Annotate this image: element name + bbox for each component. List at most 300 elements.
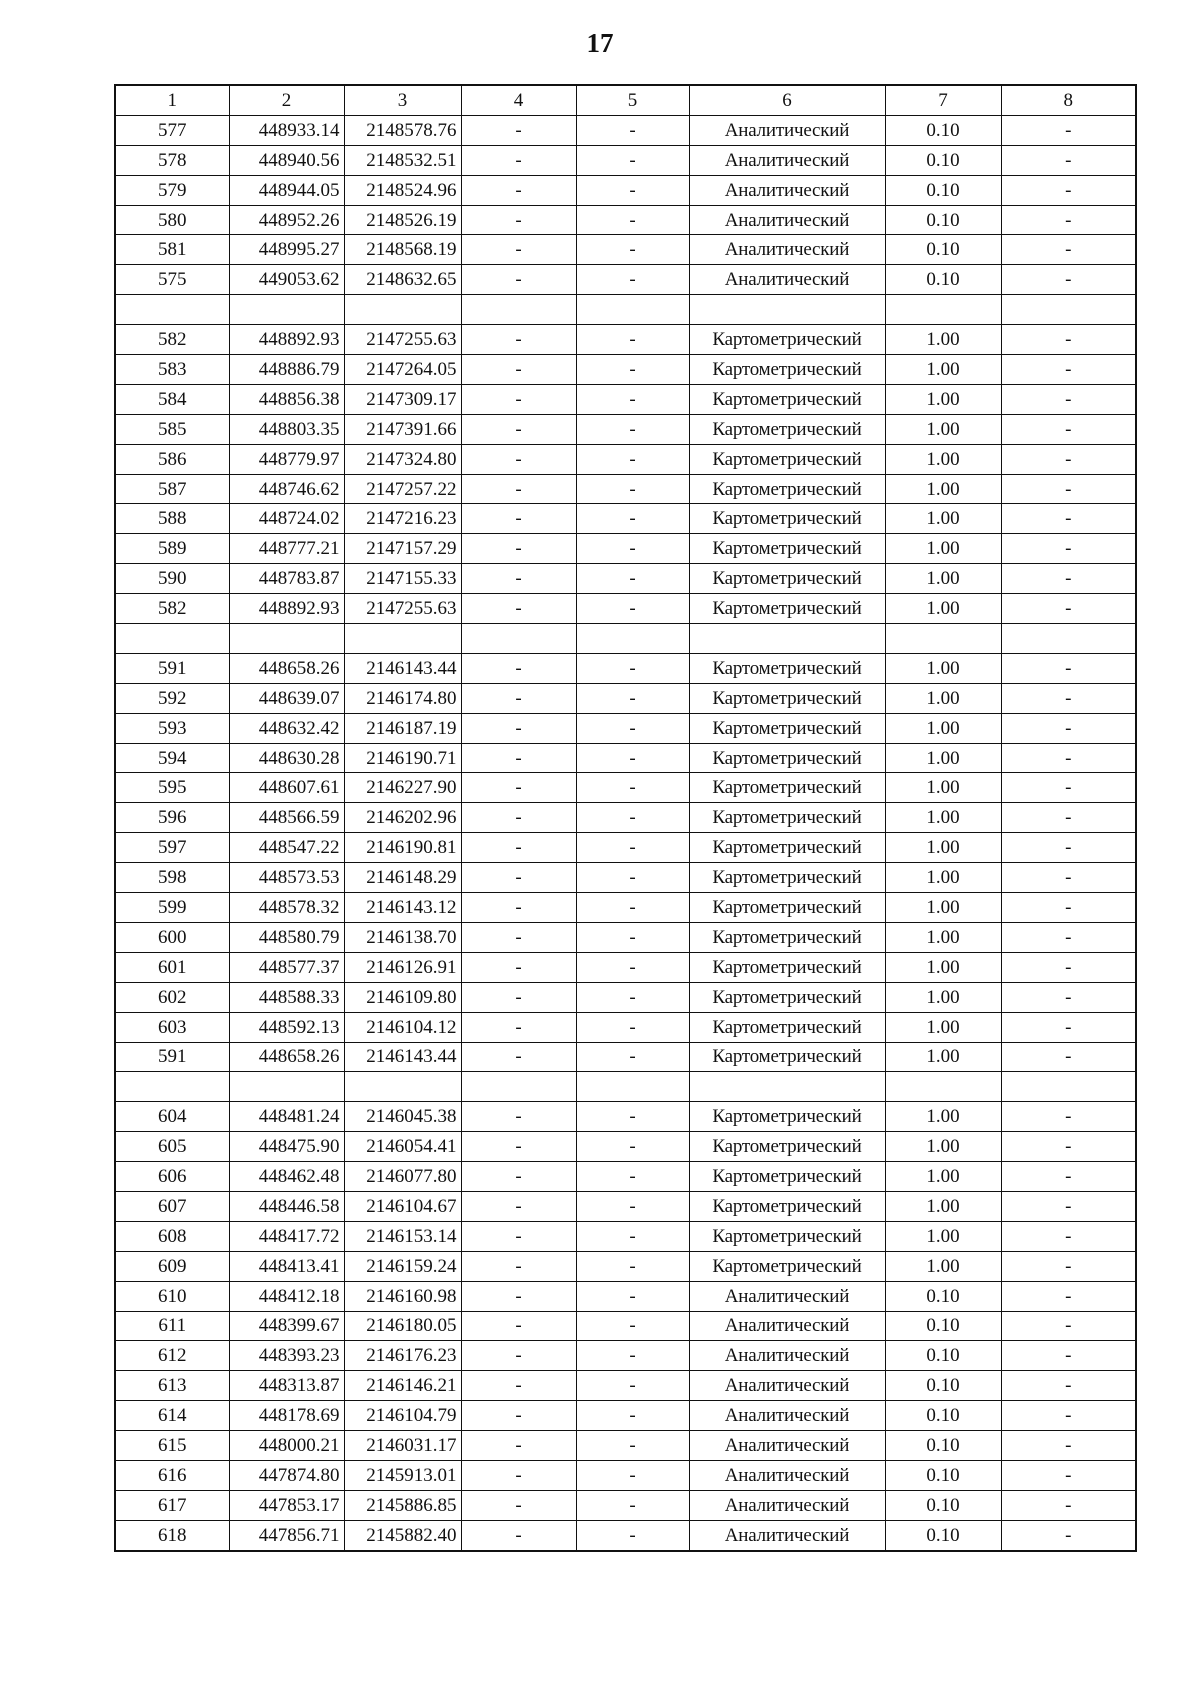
col8-cell: - bbox=[1001, 1311, 1136, 1341]
col8-cell: - bbox=[1001, 653, 1136, 683]
col5-cell: - bbox=[576, 384, 689, 414]
col8-cell: - bbox=[1001, 534, 1136, 564]
y-coordinate-cell: 2146143.12 bbox=[344, 893, 461, 923]
col4-cell: - bbox=[461, 325, 576, 355]
x-coordinate-cell: 448566.59 bbox=[229, 803, 344, 833]
y-coordinate-cell: 2148524.96 bbox=[344, 175, 461, 205]
method-cell: Картометрический bbox=[689, 414, 885, 444]
point-number-cell: 600 bbox=[115, 922, 229, 952]
col5-cell: - bbox=[576, 893, 689, 923]
col4-cell: - bbox=[461, 1311, 576, 1341]
method-cell: Аналитический bbox=[689, 1520, 885, 1550]
method-cell: Аналитический bbox=[689, 1281, 885, 1311]
col4-cell: - bbox=[461, 922, 576, 952]
col5-cell: - bbox=[576, 355, 689, 385]
method-cell: Картометрический bbox=[689, 1132, 885, 1162]
accuracy-cell: 1.00 bbox=[885, 653, 1001, 683]
method-cell: Картометрический bbox=[689, 653, 885, 683]
table-row bbox=[115, 1191, 1136, 1221]
col8-cell: - bbox=[1001, 115, 1136, 145]
col8-cell: - bbox=[1001, 922, 1136, 952]
col8-cell bbox=[1001, 295, 1136, 325]
col4-cell: - bbox=[461, 1341, 576, 1371]
y-coordinate-cell: 2146031.17 bbox=[344, 1431, 461, 1461]
col4-cell: - bbox=[461, 1102, 576, 1132]
page-number: 17 bbox=[586, 28, 614, 58]
table-row bbox=[115, 1132, 1136, 1162]
accuracy-cell: 1.00 bbox=[885, 444, 1001, 474]
accuracy-cell: 1.00 bbox=[885, 1132, 1001, 1162]
y-coordinate-cell: 2147155.33 bbox=[344, 564, 461, 594]
y-coordinate-cell: 2146160.98 bbox=[344, 1281, 461, 1311]
col5-cell: - bbox=[576, 205, 689, 235]
y-coordinate-cell: 2147391.66 bbox=[344, 414, 461, 444]
col4-cell: - bbox=[461, 175, 576, 205]
col5-cell: - bbox=[576, 564, 689, 594]
accuracy-cell: 1.00 bbox=[885, 833, 1001, 863]
col4-cell: - bbox=[461, 1431, 576, 1461]
col8-cell: - bbox=[1001, 773, 1136, 803]
header-row bbox=[115, 85, 1136, 115]
method-cell bbox=[689, 624, 885, 654]
column-header: 7 bbox=[885, 85, 1001, 115]
accuracy-cell: 1.00 bbox=[885, 564, 1001, 594]
col8-cell: - bbox=[1001, 833, 1136, 863]
col8-cell: - bbox=[1001, 683, 1136, 713]
col5-cell: - bbox=[576, 1042, 689, 1072]
x-coordinate-cell: 447853.17 bbox=[229, 1490, 344, 1520]
x-coordinate-cell: 448462.48 bbox=[229, 1162, 344, 1192]
x-coordinate-cell: 448724.02 bbox=[229, 504, 344, 534]
y-coordinate-cell: 2146054.41 bbox=[344, 1132, 461, 1162]
x-coordinate-cell bbox=[229, 295, 344, 325]
table-header bbox=[115, 85, 1136, 115]
method-cell: Картометрический bbox=[689, 922, 885, 952]
x-coordinate-cell: 448783.87 bbox=[229, 564, 344, 594]
col8-cell: - bbox=[1001, 325, 1136, 355]
table-row bbox=[115, 1371, 1136, 1401]
col4-cell: - bbox=[461, 653, 576, 683]
col5-cell: - bbox=[576, 1251, 689, 1281]
y-coordinate-cell: 2146109.80 bbox=[344, 982, 461, 1012]
method-cell: Аналитический bbox=[689, 205, 885, 235]
column-header: 5 bbox=[576, 85, 689, 115]
x-coordinate-cell: 448658.26 bbox=[229, 1042, 344, 1072]
method-cell: Картометрический bbox=[689, 534, 885, 564]
col5-cell: - bbox=[576, 444, 689, 474]
accuracy-cell: 0.10 bbox=[885, 115, 1001, 145]
table-row bbox=[115, 1490, 1136, 1520]
point-number-cell: 590 bbox=[115, 564, 229, 594]
point-number-cell: 594 bbox=[115, 743, 229, 773]
column-header: 3 bbox=[344, 85, 461, 115]
accuracy-cell: 0.10 bbox=[885, 175, 1001, 205]
method-cell: Картометрический bbox=[689, 863, 885, 893]
y-coordinate-cell: 2148578.76 bbox=[344, 115, 461, 145]
col4-cell: - bbox=[461, 1251, 576, 1281]
col4-cell: - bbox=[461, 235, 576, 265]
point-number-cell: 579 bbox=[115, 175, 229, 205]
accuracy-cell: 1.00 bbox=[885, 1162, 1001, 1192]
point-number-cell: 591 bbox=[115, 1042, 229, 1072]
col8-cell: - bbox=[1001, 1490, 1136, 1520]
point-number-cell: 617 bbox=[115, 1490, 229, 1520]
col4-cell: - bbox=[461, 952, 576, 982]
y-coordinate-cell: 2146227.90 bbox=[344, 773, 461, 803]
point-number-cell: 598 bbox=[115, 863, 229, 893]
col5-cell: - bbox=[576, 1490, 689, 1520]
x-coordinate-cell bbox=[229, 1072, 344, 1102]
table-row bbox=[115, 1341, 1136, 1371]
accuracy-cell: 1.00 bbox=[885, 773, 1001, 803]
col8-cell: - bbox=[1001, 414, 1136, 444]
table-row bbox=[115, 1102, 1136, 1132]
y-coordinate-cell: 2147157.29 bbox=[344, 534, 461, 564]
col4-cell: - bbox=[461, 1371, 576, 1401]
table-row bbox=[115, 564, 1136, 594]
col5-cell: - bbox=[576, 1102, 689, 1132]
x-coordinate-cell: 448578.32 bbox=[229, 893, 344, 923]
col5-cell: - bbox=[576, 414, 689, 444]
col5-cell: - bbox=[576, 235, 689, 265]
accuracy-cell: 0.10 bbox=[885, 1520, 1001, 1550]
col8-cell: - bbox=[1001, 235, 1136, 265]
point-number-cell: 604 bbox=[115, 1102, 229, 1132]
point-number-cell: 612 bbox=[115, 1341, 229, 1371]
x-coordinate-cell: 448658.26 bbox=[229, 653, 344, 683]
col8-cell: - bbox=[1001, 355, 1136, 385]
y-coordinate-cell: 2146104.79 bbox=[344, 1401, 461, 1431]
y-coordinate-cell: 2146138.70 bbox=[344, 922, 461, 952]
col8-cell: - bbox=[1001, 1520, 1136, 1550]
method-cell: Аналитический bbox=[689, 1460, 885, 1490]
accuracy-cell: 1.00 bbox=[885, 325, 1001, 355]
method-cell: Аналитический bbox=[689, 1311, 885, 1341]
point-number-cell: 588 bbox=[115, 504, 229, 534]
point-number-cell: 580 bbox=[115, 205, 229, 235]
table-row bbox=[115, 863, 1136, 893]
col4-cell: - bbox=[461, 265, 576, 295]
table-row bbox=[115, 175, 1136, 205]
point-number-cell: 575 bbox=[115, 265, 229, 295]
method-cell: Картометрический bbox=[689, 355, 885, 385]
y-coordinate-cell: 2146148.29 bbox=[344, 863, 461, 893]
col8-cell: - bbox=[1001, 1191, 1136, 1221]
col4-cell: - bbox=[461, 504, 576, 534]
table-row bbox=[115, 1012, 1136, 1042]
method-cell: Картометрический bbox=[689, 1012, 885, 1042]
col5-cell: - bbox=[576, 1132, 689, 1162]
point-number-cell bbox=[115, 624, 229, 654]
accuracy-cell: 0.10 bbox=[885, 1431, 1001, 1461]
y-coordinate-cell: 2146077.80 bbox=[344, 1162, 461, 1192]
col5-cell: - bbox=[576, 1012, 689, 1042]
point-number-cell: 589 bbox=[115, 534, 229, 564]
accuracy-cell bbox=[885, 624, 1001, 654]
accuracy-cell: 1.00 bbox=[885, 922, 1001, 952]
table-row bbox=[115, 145, 1136, 175]
table-row bbox=[115, 1042, 1136, 1072]
accuracy-cell: 1.00 bbox=[885, 1251, 1001, 1281]
x-coordinate-cell: 448000.21 bbox=[229, 1431, 344, 1461]
table-row bbox=[115, 893, 1136, 923]
point-number-cell: 606 bbox=[115, 1162, 229, 1192]
accuracy-cell: 1.00 bbox=[885, 683, 1001, 713]
point-number-cell: 602 bbox=[115, 982, 229, 1012]
x-coordinate-cell: 448779.97 bbox=[229, 444, 344, 474]
method-cell: Картометрический bbox=[689, 594, 885, 624]
accuracy-cell: 0.10 bbox=[885, 265, 1001, 295]
x-coordinate-cell: 448952.26 bbox=[229, 205, 344, 235]
x-coordinate-cell: 448577.37 bbox=[229, 952, 344, 982]
accuracy-cell: 1.00 bbox=[885, 355, 1001, 385]
x-coordinate-cell: 448580.79 bbox=[229, 922, 344, 952]
col5-cell: - bbox=[576, 952, 689, 982]
y-coordinate-cell: 2145913.01 bbox=[344, 1460, 461, 1490]
col4-cell: - bbox=[461, 683, 576, 713]
col5-cell: - bbox=[576, 982, 689, 1012]
x-coordinate-cell: 448944.05 bbox=[229, 175, 344, 205]
col8-cell: - bbox=[1001, 1162, 1136, 1192]
method-cell: Картометрический bbox=[689, 1221, 885, 1251]
col8-cell: - bbox=[1001, 743, 1136, 773]
col4-cell: - bbox=[461, 1042, 576, 1072]
x-coordinate-cell: 448481.24 bbox=[229, 1102, 344, 1132]
table-row bbox=[115, 205, 1136, 235]
point-number-cell: 613 bbox=[115, 1371, 229, 1401]
point-number-cell: 599 bbox=[115, 893, 229, 923]
method-cell: Аналитический bbox=[689, 1490, 885, 1520]
method-cell: Аналитический bbox=[689, 1431, 885, 1461]
col8-cell: - bbox=[1001, 504, 1136, 534]
method-cell: Аналитический bbox=[689, 115, 885, 145]
column-header: 4 bbox=[461, 85, 576, 115]
accuracy-cell: 1.00 bbox=[885, 414, 1001, 444]
y-coordinate-cell bbox=[344, 624, 461, 654]
y-coordinate-cell bbox=[344, 295, 461, 325]
table-row bbox=[115, 1431, 1136, 1461]
col4-cell: - bbox=[461, 534, 576, 564]
point-number-cell: 577 bbox=[115, 115, 229, 145]
col5-cell: - bbox=[576, 1311, 689, 1341]
col8-cell: - bbox=[1001, 1012, 1136, 1042]
accuracy-cell bbox=[885, 1072, 1001, 1102]
point-number-cell: 587 bbox=[115, 474, 229, 504]
col4-cell: - bbox=[461, 1162, 576, 1192]
method-cell: Аналитический bbox=[689, 1401, 885, 1431]
y-coordinate-cell: 2146104.12 bbox=[344, 1012, 461, 1042]
accuracy-cell bbox=[885, 295, 1001, 325]
table-row bbox=[115, 653, 1136, 683]
accuracy-cell: 0.10 bbox=[885, 145, 1001, 175]
x-coordinate-cell: 448399.67 bbox=[229, 1311, 344, 1341]
col8-cell bbox=[1001, 1072, 1136, 1102]
method-cell: Картометрический bbox=[689, 1102, 885, 1132]
table-row bbox=[115, 235, 1136, 265]
y-coordinate-cell: 2146176.23 bbox=[344, 1341, 461, 1371]
col5-cell: - bbox=[576, 1401, 689, 1431]
x-coordinate-cell: 448639.07 bbox=[229, 683, 344, 713]
method-cell: Картометрический bbox=[689, 713, 885, 743]
method-cell: Картометрический bbox=[689, 564, 885, 594]
col4-cell: - bbox=[461, 982, 576, 1012]
method-cell bbox=[689, 295, 885, 325]
col4-cell: - bbox=[461, 863, 576, 893]
x-coordinate-cell: 447856.71 bbox=[229, 1520, 344, 1550]
col4-cell: - bbox=[461, 1221, 576, 1251]
method-cell: Картометрический bbox=[689, 384, 885, 414]
col5-cell: - bbox=[576, 683, 689, 713]
col4-cell: - bbox=[461, 564, 576, 594]
col5-cell: - bbox=[576, 863, 689, 893]
col4-cell: - bbox=[461, 1520, 576, 1550]
y-coordinate-cell: 2147324.80 bbox=[344, 444, 461, 474]
accuracy-cell: 1.00 bbox=[885, 863, 1001, 893]
accuracy-cell: 1.00 bbox=[885, 384, 1001, 414]
col5-cell: - bbox=[576, 1371, 689, 1401]
col4-cell: - bbox=[461, 594, 576, 624]
method-cell: Аналитический bbox=[689, 235, 885, 265]
col8-cell: - bbox=[1001, 1431, 1136, 1461]
table-row bbox=[115, 743, 1136, 773]
table-row bbox=[115, 265, 1136, 295]
point-number-cell: 610 bbox=[115, 1281, 229, 1311]
col4-cell: - bbox=[461, 773, 576, 803]
col5-cell: - bbox=[576, 534, 689, 564]
y-coordinate-cell: 2147255.63 bbox=[344, 594, 461, 624]
accuracy-cell: 1.00 bbox=[885, 594, 1001, 624]
method-cell: Картометрический bbox=[689, 803, 885, 833]
point-number-cell: 592 bbox=[115, 683, 229, 713]
x-coordinate-cell: 448995.27 bbox=[229, 235, 344, 265]
col4-cell: - bbox=[461, 444, 576, 474]
column-header: 6 bbox=[689, 85, 885, 115]
y-coordinate-cell: 2146180.05 bbox=[344, 1311, 461, 1341]
y-coordinate-cell: 2146153.14 bbox=[344, 1221, 461, 1251]
point-number-cell: 608 bbox=[115, 1221, 229, 1251]
point-number-cell: 611 bbox=[115, 1311, 229, 1341]
col8-cell: - bbox=[1001, 594, 1136, 624]
y-coordinate-cell: 2147264.05 bbox=[344, 355, 461, 385]
method-cell: Картометрический bbox=[689, 982, 885, 1012]
table-row bbox=[115, 325, 1136, 355]
col5-cell: - bbox=[576, 325, 689, 355]
x-coordinate-cell: 448475.90 bbox=[229, 1132, 344, 1162]
table-row bbox=[115, 833, 1136, 863]
col4-cell bbox=[461, 1072, 576, 1102]
y-coordinate-cell: 2146190.81 bbox=[344, 833, 461, 863]
x-coordinate-cell: 448630.28 bbox=[229, 743, 344, 773]
col5-cell: - bbox=[576, 115, 689, 145]
accuracy-cell: 0.10 bbox=[885, 1401, 1001, 1431]
point-number-cell: 578 bbox=[115, 145, 229, 175]
col5-cell: - bbox=[576, 833, 689, 863]
y-coordinate-cell: 2145886.85 bbox=[344, 1490, 461, 1520]
method-cell: Картометрический bbox=[689, 504, 885, 534]
col4-cell: - bbox=[461, 713, 576, 743]
y-coordinate-cell: 2146104.67 bbox=[344, 1191, 461, 1221]
table-row bbox=[115, 355, 1136, 385]
method-cell: Картометрический bbox=[689, 1251, 885, 1281]
y-coordinate-cell: 2146146.21 bbox=[344, 1371, 461, 1401]
y-coordinate-cell: 2146202.96 bbox=[344, 803, 461, 833]
x-coordinate-cell: 448547.22 bbox=[229, 833, 344, 863]
method-cell: Картометрический bbox=[689, 952, 885, 982]
x-coordinate-cell: 448777.21 bbox=[229, 534, 344, 564]
accuracy-cell: 1.00 bbox=[885, 713, 1001, 743]
col8-cell: - bbox=[1001, 1042, 1136, 1072]
col8-cell: - bbox=[1001, 1401, 1136, 1431]
col4-cell: - bbox=[461, 115, 576, 145]
method-cell bbox=[689, 1072, 885, 1102]
col8-cell: - bbox=[1001, 952, 1136, 982]
y-coordinate-cell: 2148526.19 bbox=[344, 205, 461, 235]
table-row bbox=[115, 594, 1136, 624]
col8-cell: - bbox=[1001, 803, 1136, 833]
table-row bbox=[115, 624, 1136, 654]
point-number-cell: 601 bbox=[115, 952, 229, 982]
col4-cell: - bbox=[461, 145, 576, 175]
col4-cell: - bbox=[461, 893, 576, 923]
point-number-cell: 584 bbox=[115, 384, 229, 414]
accuracy-cell: 1.00 bbox=[885, 474, 1001, 504]
col5-cell bbox=[576, 295, 689, 325]
col8-cell: - bbox=[1001, 175, 1136, 205]
x-coordinate-cell: 449053.62 bbox=[229, 265, 344, 295]
accuracy-cell: 0.10 bbox=[885, 1311, 1001, 1341]
col8-cell: - bbox=[1001, 863, 1136, 893]
column-header: 8 bbox=[1001, 85, 1136, 115]
col8-cell: - bbox=[1001, 893, 1136, 923]
point-number-cell: 581 bbox=[115, 235, 229, 265]
col4-cell: - bbox=[461, 1012, 576, 1042]
accuracy-cell: 1.00 bbox=[885, 1042, 1001, 1072]
table-row bbox=[115, 922, 1136, 952]
accuracy-cell: 1.00 bbox=[885, 743, 1001, 773]
column-header: 1 bbox=[115, 85, 229, 115]
y-coordinate-cell bbox=[344, 1072, 461, 1102]
col4-cell bbox=[461, 295, 576, 325]
accuracy-cell: 1.00 bbox=[885, 534, 1001, 564]
accuracy-cell: 1.00 bbox=[885, 1221, 1001, 1251]
method-cell: Картометрический bbox=[689, 474, 885, 504]
x-coordinate-cell: 448592.13 bbox=[229, 1012, 344, 1042]
point-number-cell: 585 bbox=[115, 414, 229, 444]
table-row bbox=[115, 444, 1136, 474]
col4-cell: - bbox=[461, 1490, 576, 1520]
column-header: 2 bbox=[229, 85, 344, 115]
method-cell: Аналитический bbox=[689, 1341, 885, 1371]
col8-cell bbox=[1001, 624, 1136, 654]
table-row bbox=[115, 384, 1136, 414]
y-coordinate-cell: 2146143.44 bbox=[344, 1042, 461, 1072]
accuracy-cell: 0.10 bbox=[885, 1460, 1001, 1490]
col8-cell: - bbox=[1001, 1221, 1136, 1251]
accuracy-cell: 1.00 bbox=[885, 1102, 1001, 1132]
point-number-cell: 609 bbox=[115, 1251, 229, 1281]
x-coordinate-cell: 448856.38 bbox=[229, 384, 344, 414]
col4-cell: - bbox=[461, 474, 576, 504]
y-coordinate-cell: 2146143.44 bbox=[344, 653, 461, 683]
point-number-cell: 597 bbox=[115, 833, 229, 863]
table-row bbox=[115, 1221, 1136, 1251]
x-coordinate-cell: 448412.18 bbox=[229, 1281, 344, 1311]
x-coordinate-cell: 448632.42 bbox=[229, 713, 344, 743]
point-number-cell: 596 bbox=[115, 803, 229, 833]
table-row bbox=[115, 1281, 1136, 1311]
y-coordinate-cell: 2146187.19 bbox=[344, 713, 461, 743]
point-number-cell: 607 bbox=[115, 1191, 229, 1221]
